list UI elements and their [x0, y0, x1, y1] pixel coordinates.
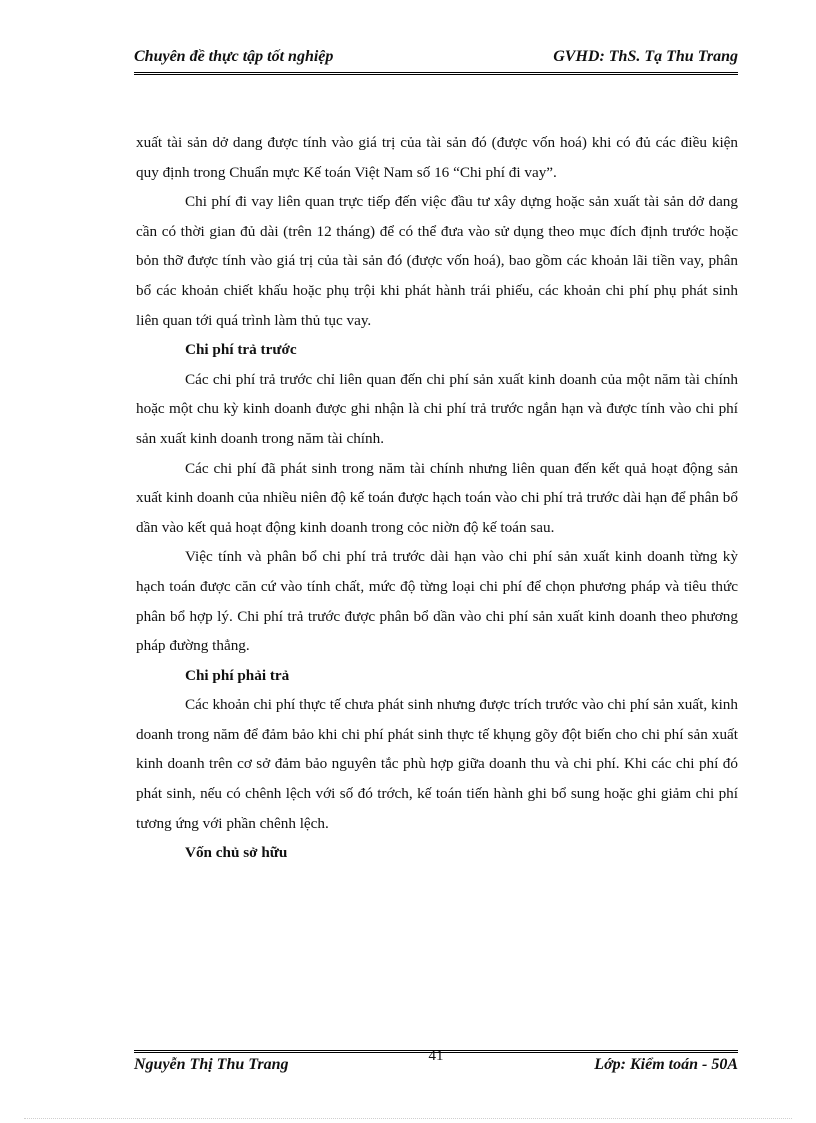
header-document-title: Chuyên đề thực tập tốt nghiệp — [134, 48, 334, 65]
paragraph-continuation: xuất tài sản dở dang được tính vào giá trị của tài sản đó (được vốn hoá) khi có đủ các điều kiện quy định trong Chuẩn mực Kế toán Việt Nam số 16 “Chi phí đi vay”. — [136, 134, 738, 181]
paragraph-short-term-prepaid: Các chi phí trả trước chỉ liên quan đến chi phí sản xuất kinh doanh của một năm tài chính hoặc một chu kỳ kinh doanh được ghi nhận là chi phí trả trước ngắn hạn và được tính vào chi phí sản xuất kinh doanh trong năm tài chính. — [136, 370, 738, 447]
paragraph-accrued-expenses: Các khoản chi phí thực tế chưa phát sinh nhưng được trích trước vào chi phí sản xuất, kinh doanh trong năm để đảm bảo khi chi phí phát sinh thực tế khụng gõy đột biến cho chi phí sản xuất kinh doanh trên cơ sở đảm bảo nguyên tắc phù hợp giữa doanh thu và chi phí. Khi các chi phí đó phát sinh, nếu có chênh lệch với số đó trớch, kế toán tiến hành ghi bổ sung hoặc ghi giảm chi phí tương ứng với phần chênh lệch. — [136, 696, 738, 832]
page-bottom-dotted-line — [24, 1118, 792, 1119]
paragraph-borrowing-costs: Chi phí đi vay liên quan trực tiếp đến việc đầu tư xây dựng hoặc sản xuất tài sản dở dang cần có thời gian đủ dài (trên 12 tháng) để có thể đưa vào sử dụng theo mục đích định trước hoặc bỏn thỡ được tính vào giá trị của tài sản đó (được vốn hoá), bao gồm các khoản lãi tiền vay, phân bổ các khoản chiết khấu hoặc phụ trội khi phát hành trái phiếu, các khoản chi phí phụ phát sinh liên quan tới quá trình làm thủ tục vay. — [136, 193, 738, 329]
page-header — [134, 48, 738, 75]
page-body — [136, 128, 738, 868]
heading-accrued-expenses: Chi phí phải trả — [185, 666, 290, 684]
heading-owners-equity: Vốn chủ sở hữu — [185, 844, 288, 862]
paragraph-allocation-method: Việc tính và phân bổ chi phí trả trước dài hạn vào chi phí sản xuất kinh doanh từng kỳ hạch toán được căn cứ vào tính chất, mức độ từng loại chi phí để chọn phương pháp và tiêu thức phân bổ hợp lý. Chi phí trả trước được phân bổ dần vào chi phí sản xuất kinh doanh theo phương pháp đường thẳng. — [136, 548, 738, 655]
header-supervisor: GVHD: ThS. Tạ Thu Trang — [553, 48, 738, 65]
page-number: 41 — [428, 1048, 444, 1064]
heading-prepaid-expenses: Chi phí trả trước — [185, 341, 297, 359]
page-footer — [134, 1050, 738, 1083]
footer-class: Lớp: Kiểm toán - 50A — [594, 1056, 738, 1073]
footer-author: Nguyễn Thị Thu Trang — [134, 1056, 289, 1073]
paragraph-long-term-prepaid: Các chi phí đã phát sinh trong năm tài chính nhưng liên quan đến kết quả hoạt động sản xuất kinh doanh của nhiều niên độ kế toán được hạch toán vào chi phí trả trước dài hạn để phân bổ dần vào kết quả hoạt động kinh doanh trong cỏc niờn độ kế toán sau. — [136, 459, 738, 536]
